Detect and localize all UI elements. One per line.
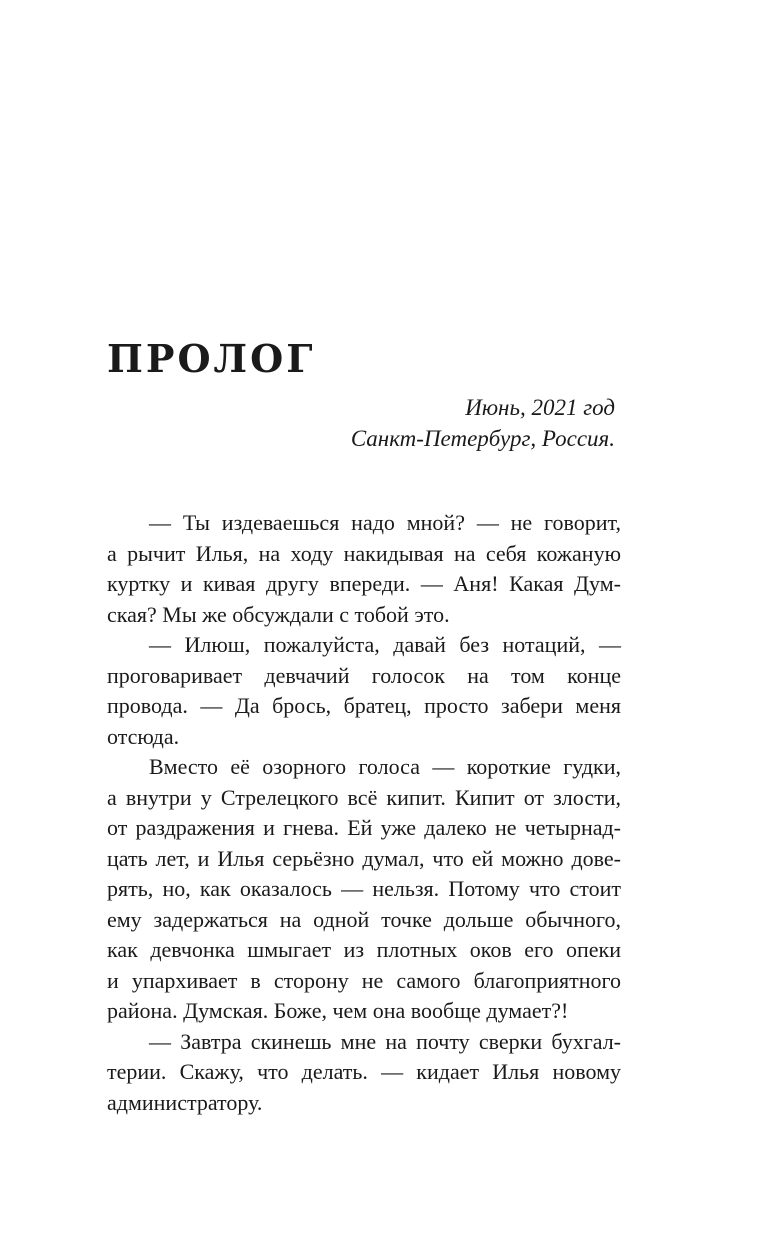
text-line: ему задержаться на одной точке дольше обычного, xyxy=(107,906,621,932)
text-line: рять, но, как оказалось — нельзя. Потому что стоит xyxy=(107,876,621,901)
text-line: — Ты издеваешься надо мной? — не говорит, xyxy=(149,510,621,535)
text-line: района. Думская. Боже, чем она вообще думает?! xyxy=(107,998,569,1023)
text-line: — Завтра скинешь мне на почту сверки бухгал- xyxy=(149,1028,621,1054)
text-line: ская? Мы же обсуждали с тобой это. xyxy=(107,601,450,627)
body-text xyxy=(107,508,621,1118)
text-line: Вместо её озорного голоса — короткие гудки, xyxy=(149,754,621,779)
text-line: цать лет, и Илья серьёзно думал, что ей можно дове- xyxy=(107,845,621,871)
text-line: проговаривает девчачий голосок на том конце xyxy=(107,662,621,688)
epigraph xyxy=(351,392,615,454)
text-line: терии. Скажу, что делать. — кидает Илья новому xyxy=(107,1059,621,1084)
text-line: провода. — Да брось, братец, просто забери меня xyxy=(107,693,621,718)
text-line: от раздражения и гнева. Ей уже далеко не четырнад- xyxy=(107,815,621,840)
text-line: а внутри у Стрелецкого всё кипит. Кипит от злости, xyxy=(107,784,621,810)
epigraph-date: Июнь, 2021 год xyxy=(465,395,615,420)
text-line: и упархивает в сторону не самого благоприятного xyxy=(107,967,621,993)
text-line: — Илюш, пожалуйста, давай без нотаций, — xyxy=(149,632,621,657)
epigraph-place: Санкт-Петербург, Россия. xyxy=(350,426,615,451)
text-line: отсюда. xyxy=(107,723,180,749)
text-line: как девчонка шмыгает из плотных оков его опеки xyxy=(107,937,621,962)
text-line: куртку и кивая другу впереди. — Аня! Какая Дум- xyxy=(107,571,621,596)
text-line: администратору. xyxy=(107,1089,263,1115)
chapter-title: ПРОЛОГ xyxy=(107,336,316,381)
text-line: а рычит Илья, на ходу накидывая на себя кожаную xyxy=(107,540,621,566)
